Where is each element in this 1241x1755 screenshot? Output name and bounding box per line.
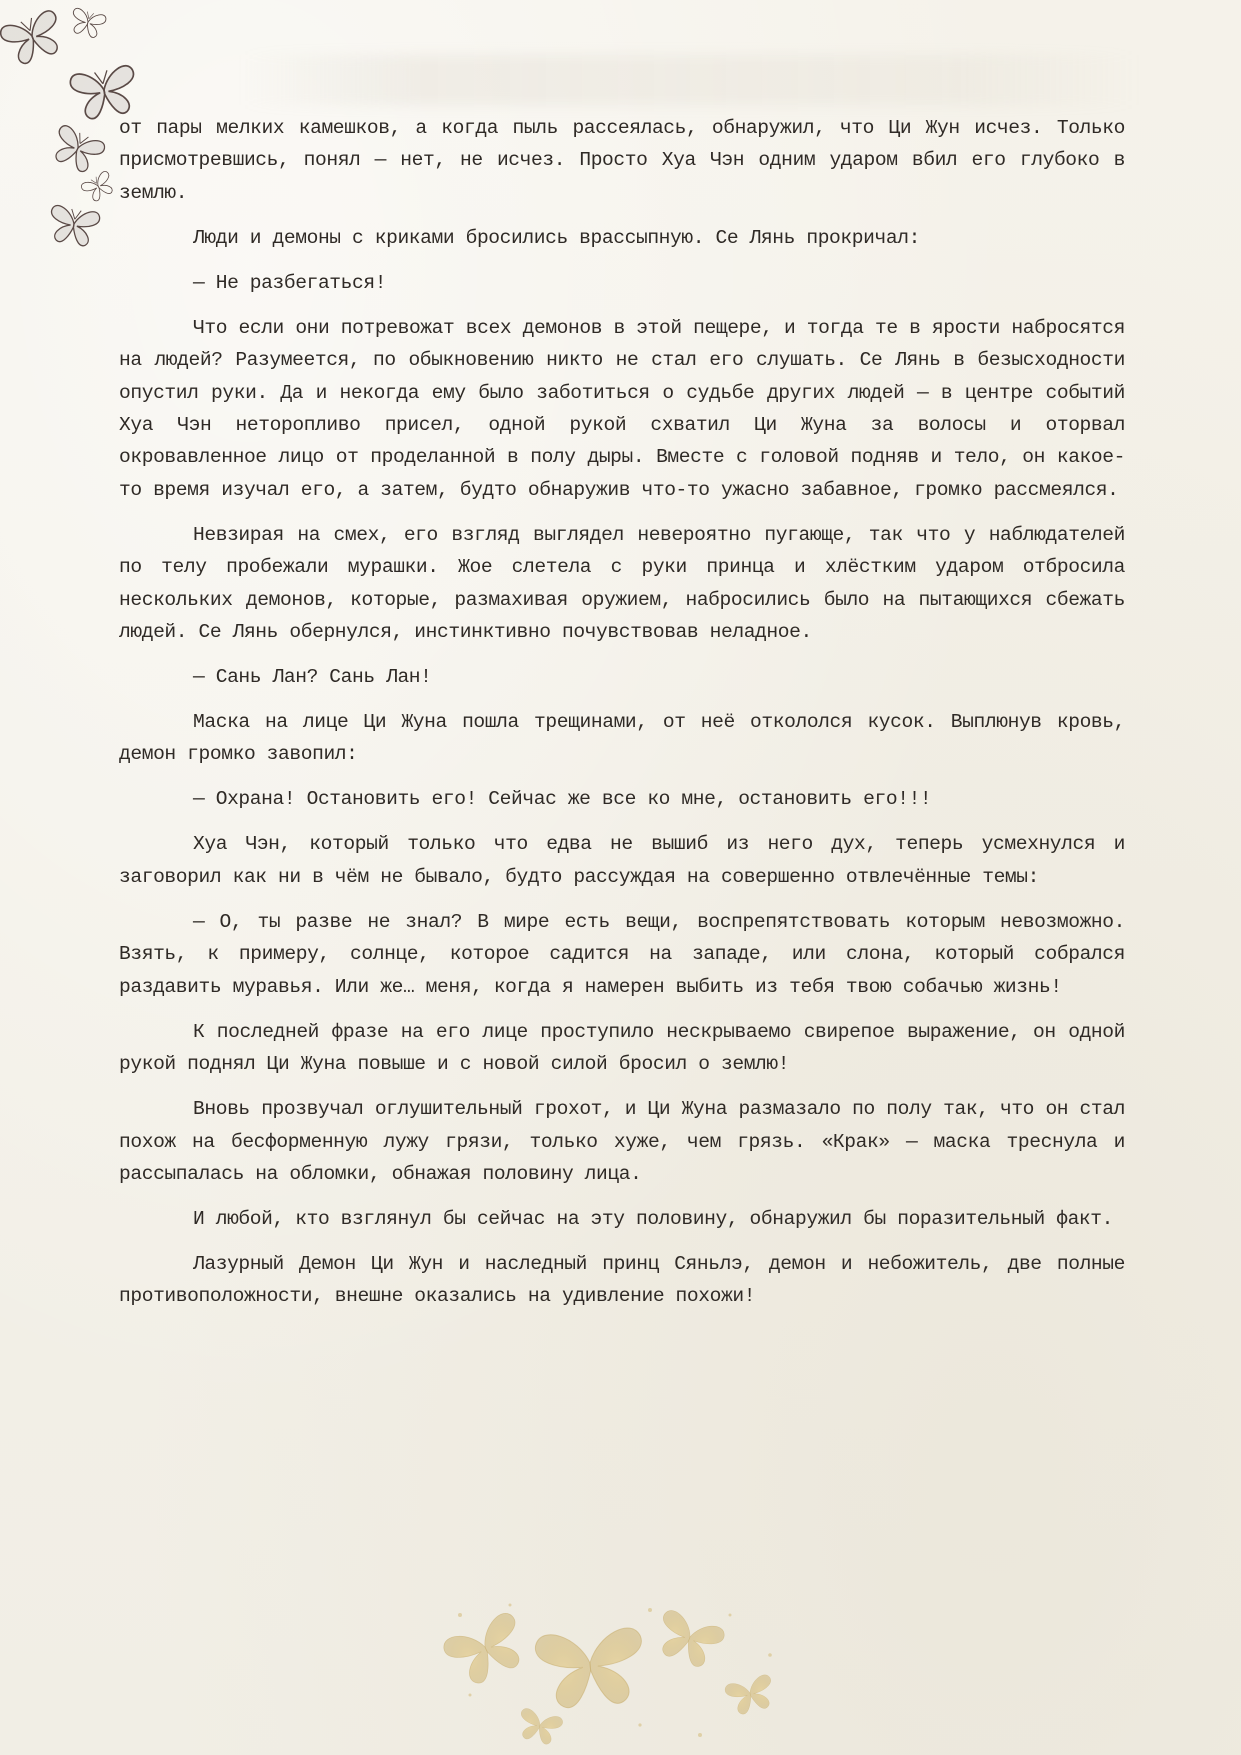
gold-butterfly-ornament-icon bbox=[440, 1585, 800, 1755]
background-smudge bbox=[240, 55, 1140, 105]
document-body bbox=[119, 112, 1125, 1325]
paragraph: Лазурный Демон Ци Жун и наследный принц Сяньлэ, демон и небожитель, две полные противоположности, внешне оказались на удивление похожи! bbox=[119, 1252, 1125, 1308]
paragraph: от пары мелких камешков, а когда пыль рассеялась, обнаружил, что Ци Жун исчез. Только присмотревшись, понял — нет, не исчез. Просто Хуа Чэн одним ударом вбил его глубоко в землю. bbox=[119, 117, 1125, 204]
paragraph: — Не разбегаться! bbox=[193, 271, 387, 294]
ornament-butterflies bbox=[441, 1608, 778, 1747]
paragraph: — О, ты разве не знал? В мире есть вещи, воспрепятствовать которым невозможно. Взять, к примеру, солнце, которое садится на западе, или слона, который собрался раздавить муравья. Или же… меня, когда я намерен выбить из тебя твою собачью жизнь! bbox=[119, 910, 1125, 998]
paragraph: — Сань Лан? Сань Лан! bbox=[193, 666, 432, 689]
paragraph: Невзирая на смех, его взгляд выглядел невероятно пугающе, так что у наблюдателей по телу пробежали мурашки. Жое слетела с руки принца и хлёстким ударом отбросила нескольких демонов, которые, размахивая оружием, набросились было на пытающихся сбежать людей. Се Лянь обернулся, инстинктивно почувствовав неладное. bbox=[119, 523, 1125, 644]
paragraph: — Охрана! Остановить его! Сейчас же все ко мне, остановить его!!! bbox=[193, 788, 932, 811]
paragraph: Вновь прозвучал оглушительный грохот, и Ци Жуна размазало по полу так, что он стал похож на бесформенную лужу грязи, только хуже, чем грязь. «Крак» — маска треснула и рассыпалась на обломки, обнажая половину лица. bbox=[119, 1098, 1125, 1185]
paragraph: К последней фразе на его лице проступило нескрываемо свирепое выражение, он одной рукой поднял Ци Жуна повыше и с новой силой бросил о землю! bbox=[119, 1020, 1125, 1076]
paragraph: Хуа Чэн, который только что едва не вышиб из него дух, теперь усмехнулся и заговорил как ни в чём не бывало, будто рассуждая на совершенно отвлечённые темы: bbox=[119, 833, 1125, 888]
paragraph: Маска на лице Ци Жуна пошла трещинами, от неё откололся кусок. Выплюнув кровь, демон громко завопил: bbox=[119, 711, 1125, 766]
paragraph: И любой, кто взглянул бы сейчас на эту половину, обнаружил бы поразительный факт. bbox=[193, 1207, 1114, 1230]
paragraph: Люди и демоны с криками бросились врассыпную. Се Лянь прокричал: bbox=[193, 226, 920, 249]
paragraph: Что если они потревожат всех демонов в этой пещере, и тогда те в ярости набросятся на людей? Разумеется, по обыкновению никто не стал его слушать. Се Лянь в безысходности опустил руки. Да и некогда ему было заботиться о судьбе других людей — в центре событий Хуа Чэн неторопливо присел, одной рукой схватил Ци Жуна за волосы и оторвал окровавленное лицо от проделанной в полу дыры. Вместе с головой подняв и тело, он какое-то время изучал его, а затем, будто обнаружив что-то ужасно забавное, громко рассмеялся. bbox=[119, 316, 1125, 501]
